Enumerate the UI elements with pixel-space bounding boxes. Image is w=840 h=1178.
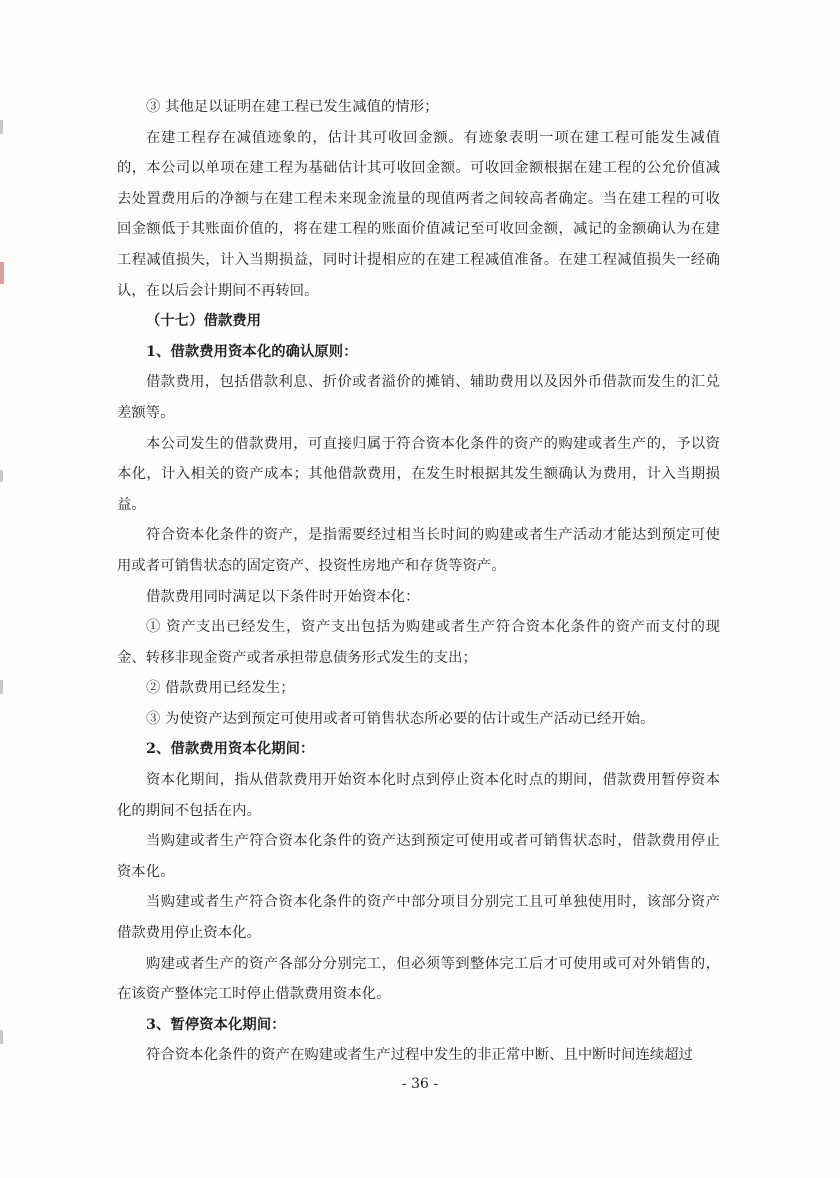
- paragraph: ③ 其他足以证明在建工程已发生减值的情形；: [146, 99, 439, 115]
- paragraph: ② 借款费用已经发生；: [146, 680, 295, 697]
- paragraph: 购建或者生产的资产各部分分别完工，但必须等到整体完工后才可使用或可对外销售的，在该资产整体完工时停止借款费用资本化。: [117, 955, 720, 1003]
- paragraph: 本公司发生的借款费用，可直接归属于符合资本化条件的资产的购建或者生产的，予以资本化，计入相关的资产成本；其他借款费用，在发生时根据其发生额确认为费用，计入当期损益。: [117, 435, 720, 513]
- section-heading: （十七）借款费用: [146, 313, 262, 330]
- scan-edge-mark: [0, 120, 3, 134]
- paragraph: 当购建或者生产符合资本化条件的资产中部分项目分别完工且可单独使用时，该部分资产借款费用停止资本化。: [117, 894, 720, 942]
- section-heading: 1、借款费用资本化的确认原则：: [146, 343, 358, 360]
- paragraph: ③ 为使资产达到预定可使用或者可销售状态所必要的估计或生产活动已经开始。: [146, 710, 655, 727]
- scan-edge-mark: [0, 1030, 3, 1044]
- paragraph: 符合资本化条件的资产，是指需要经过相当长时间的购建或者生产活动才能达到预定可使用或者可销售状态的固定资产、投资性房地产和存货等资产。: [117, 527, 720, 574]
- section-heading: 2、借款费用资本化期间：: [146, 741, 315, 758]
- paragraph: 当购建或者生产符合资本化条件的资产达到预定可使用或者可销售状态时，借款费用停止资本化。: [117, 833, 720, 880]
- document-body: [117, 92, 720, 1071]
- paragraph: 符合资本化条件的资产在购建或者生产过程中发生的非正常中断、且中断时间连续超过: [146, 1047, 694, 1064]
- paragraph: 借款费用同时满足以下条件时开始资本化：: [146, 588, 420, 605]
- paragraph: 在建工程存在减值迹象的，估计其可收回金额。有迹象表明一项在建工程可能发生减值的，本公司以单项在建工程为基础估计其可收回金额。可收回金额根据在建工程的公允价值减去处置费用后的净额与在建工程未来现金流量的现值两者之间较高者确定。当在建工程的可收回金额低于其账面价值的，将在建工程的账面价值减记至可收回金额，减记的金额确认为在建工程减值损失，计入当期损益，同时计提相应的在建工程减值准备。在建工程减值损失一经确认，在以后会计期间不再转回。: [117, 129, 720, 299]
- scan-edge-mark: [0, 262, 4, 284]
- page-number: - 36 -: [401, 1076, 439, 1092]
- scan-edge-mark: [0, 470, 3, 482]
- paragraph: 资本化期间，指从借款费用开始资本化时点到停止资本化时点的期间，借款费用暂停资本化的期间不包括在内。: [117, 772, 720, 819]
- section-heading: 3、暂停资本化期间：: [146, 1016, 286, 1033]
- paragraph: ① 资产支出已经发生，资产支出包括为购建或者生产符合资本化条件的资产而支付的现金、转移非现金资产或者承担带息债务形式发生的支出；: [117, 619, 720, 666]
- scan-edge-mark: [0, 680, 3, 694]
- paragraph: 借款费用，包括借款利息、折价或者溢价的摊销、辅助费用以及因外币借款而发生的汇兑差额等。: [117, 374, 720, 421]
